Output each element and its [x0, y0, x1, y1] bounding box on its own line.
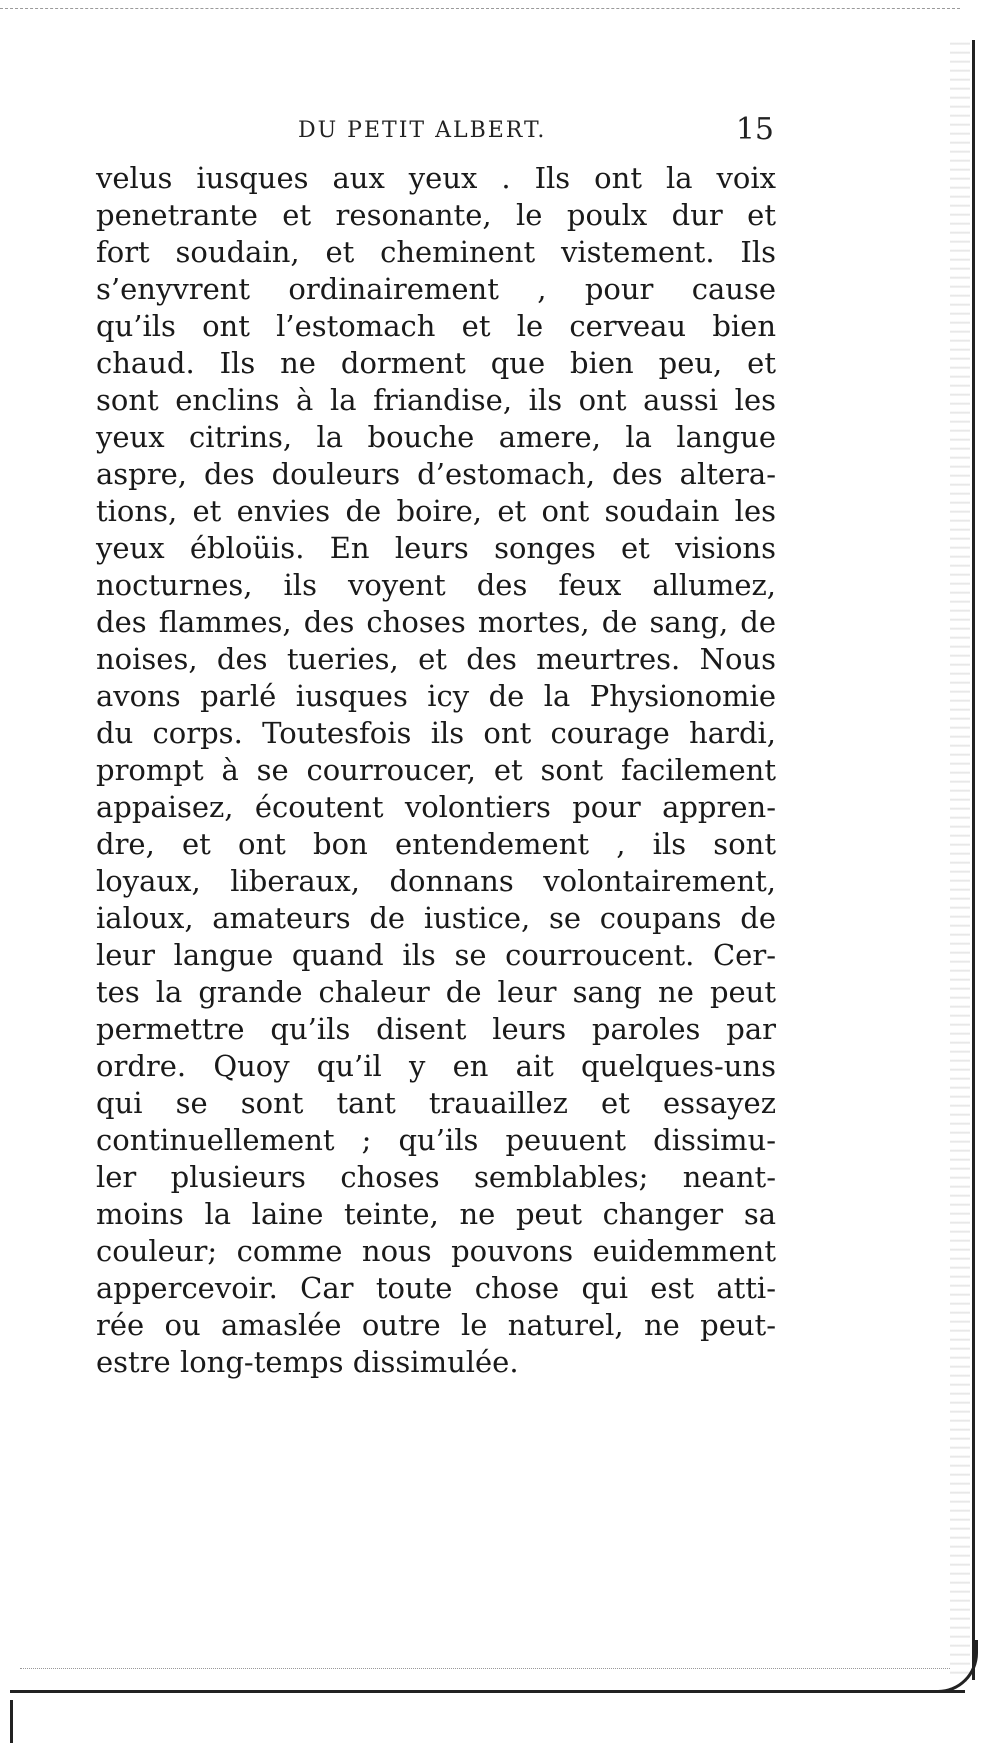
- body-text: [96, 160, 776, 1381]
- text-line: penetrante et resonante, le poulx dur et: [96, 198, 776, 232]
- text-line: ler plusieurs choses semblables; neant-: [96, 1160, 776, 1194]
- text-line: loyaux, liberaux, donnans volontairement,: [96, 864, 776, 898]
- running-head: DU PETIT ALBERT.: [298, 118, 547, 143]
- text-line: dre, et ont bon entendement , ils sont: [96, 827, 776, 861]
- text-line: aspre, des douleurs d’estomach, des altera-: [96, 457, 776, 491]
- text-line: appercevoir. Car toute chose qui est atti-: [96, 1271, 776, 1305]
- text-line: sont enclins à la friandise, ils ont aussi les: [96, 383, 776, 417]
- page-bottom-edge-dotted: [20, 1668, 950, 1669]
- text-line: leur langue quand ils se courroucent. Cer-: [96, 938, 776, 972]
- text-line: qui se sont tant trauaillez et essayez: [96, 1086, 776, 1120]
- text-line: moins la laine teinte, ne peut changer sa: [96, 1197, 776, 1231]
- text-line: tions, et envies de boire, et ont soudain les: [96, 494, 776, 528]
- text-line: yeux ébloüis. En leurs songes et visions: [96, 531, 776, 565]
- text-line: rée ou amaslée outre le naturel, ne peut-: [96, 1308, 776, 1342]
- page-header: [96, 112, 774, 158]
- text-line: fort soudain, et cheminent vistement. Ils: [96, 235, 776, 269]
- text-line: avons parlé iusques icy de la Physionomie: [96, 679, 776, 713]
- text-line: velus iusques aux yeux . Ils ont la voix: [96, 161, 776, 195]
- page-bottom-edge: [10, 1690, 965, 1693]
- text-line: chaud. Ils ne dorment que bien peu, et: [96, 346, 776, 380]
- text-line: nocturnes, ils voyent des feux allumez,: [96, 568, 776, 602]
- text-line: ordre. Quoy qu’il y en ait quelques-uns: [96, 1049, 776, 1083]
- text-line: permettre qu’ils disent leurs paroles par: [96, 1012, 776, 1046]
- page-right-edge-texture: [950, 40, 970, 1680]
- text-line: estre long-temps dissimulée.: [96, 1345, 519, 1379]
- text-line: yeux citrins, la bouche amere, la langue: [96, 420, 776, 454]
- text-line: appaisez, écoutent volontiers pour appren-: [96, 790, 776, 824]
- page-right-edge: [972, 40, 975, 1680]
- text-line: prompt à se courroucer, et sont facilement: [96, 753, 776, 787]
- text-line: s’enyvrent ordinairement , pour cause: [96, 272, 776, 306]
- text-line: du corps. Toutesfois ils ont courage hardi,: [96, 716, 776, 750]
- page-number: 15: [735, 112, 774, 147]
- text-line: ialoux, amateurs de iustice, se coupans de: [96, 901, 776, 935]
- page-corner-curl: [935, 1640, 978, 1693]
- text-line: tes la grande chaleur de leur sang ne peut: [96, 975, 776, 1009]
- text-line: noises, des tueries, et des meurtres. Nous: [96, 642, 776, 676]
- text-line: qu’ils ont l’estomach et le cerveau bien: [96, 309, 776, 343]
- text-line: des flammes, des choses mortes, de sang, de: [96, 605, 776, 639]
- text-line: continuellement ; qu’ils peuuent dissimu-: [96, 1123, 776, 1157]
- binding-mark: [10, 1700, 13, 1743]
- text-line: couleur; comme nous pouvons euidemment: [96, 1234, 776, 1268]
- page-top-edge: [0, 8, 960, 9]
